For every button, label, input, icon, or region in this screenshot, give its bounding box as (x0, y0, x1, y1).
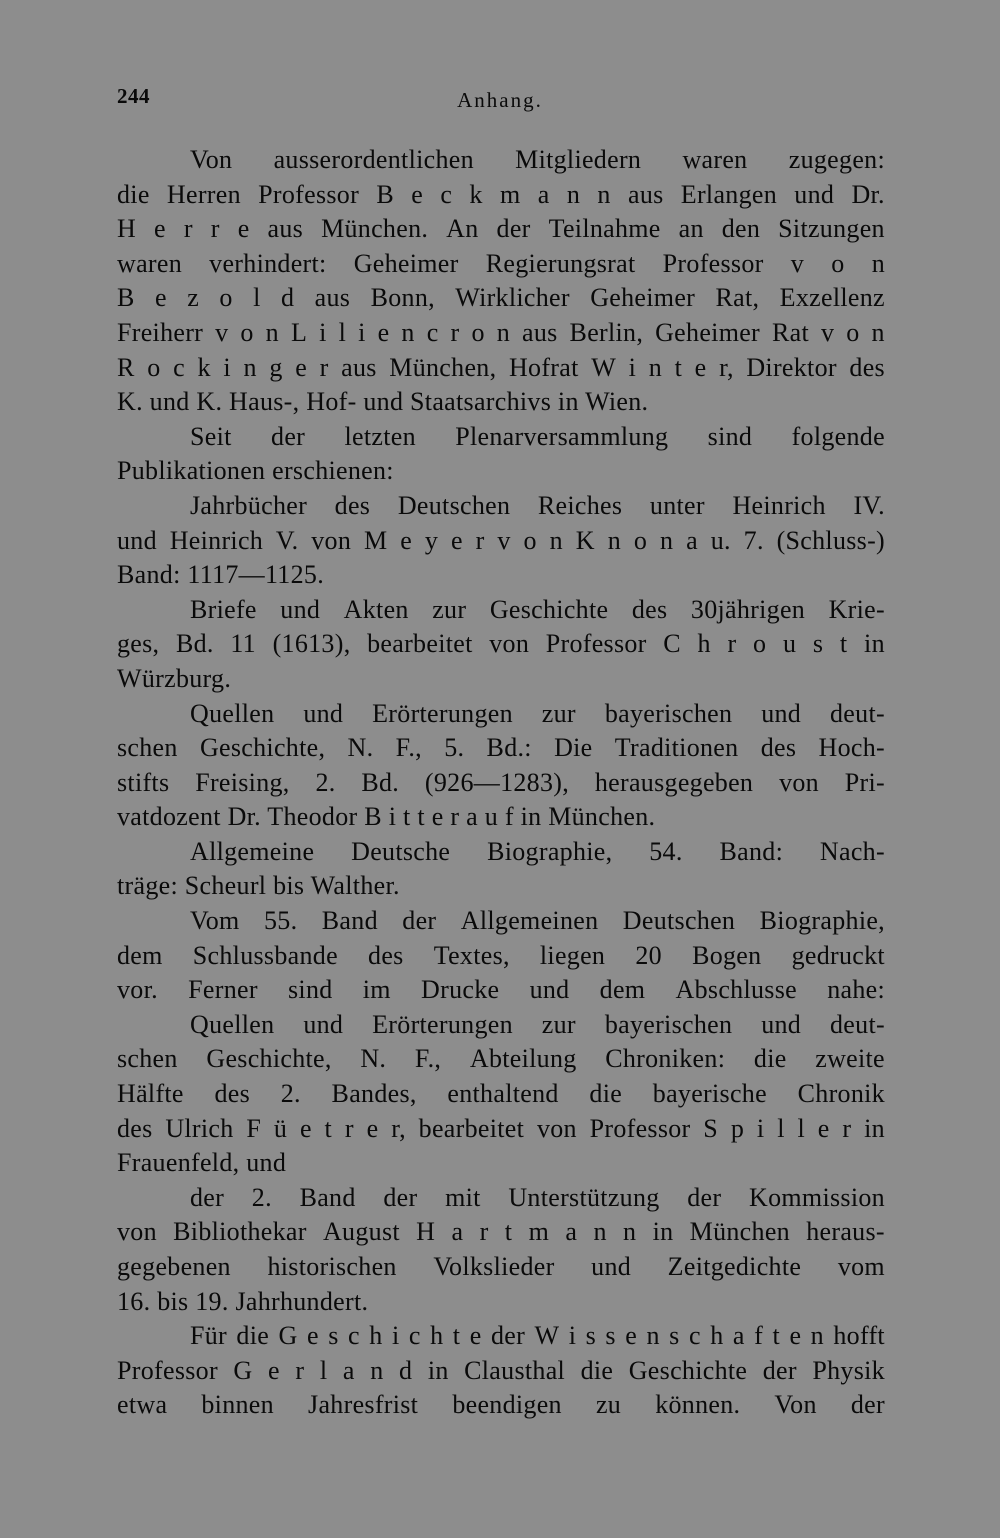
text-line: etwa binnen Jahresfrist beendigen zu können. Von der (117, 1390, 885, 1420)
body-text (117, 143, 885, 1423)
text-line: K. und K. Haus-, Hof- und Staatsarchivs in Wien. (117, 387, 649, 417)
text-line: ges, Bd. 11 (1613), bearbeitet von Professor C h r o u s t in (117, 629, 885, 659)
page-number: 244 (117, 84, 150, 108)
text-line: Für die G e s c h i c h t e der W i s s e n s c h a f t e n hofft (190, 1321, 885, 1351)
text-line: Vom 55. Band der Allgemeinen Deutschen Biographie, (190, 906, 885, 936)
text-line: Publikationen erschienen: (117, 456, 394, 486)
text-line: Jahrbücher des Deutschen Reiches unter Heinrich IV. (190, 490, 885, 520)
text-line: R o c k i n g e r aus München, Hofrat W i n t e r, Direktor des (117, 352, 885, 382)
text-line: schen Geschichte, N. F., 5. Bd.: Die Traditionen des Hoch- (117, 733, 885, 763)
text-line: Seit der letzten Plenarversammlung sind folgende (190, 421, 885, 451)
text-line: träge: Scheurl bis Walther. (117, 871, 400, 901)
text-line: Hälfte des 2. Bandes, enthaltend die bayerische Chronik (117, 1079, 885, 1109)
text-line: die Herren Professor B e c k m a n n aus Erlangen und Dr. (117, 179, 885, 209)
text-line: B e z o l d aus Bonn, Wirklicher Geheimer Rat, Exzellenz (117, 283, 885, 313)
text-line: Band: 1117—1125. (117, 560, 325, 590)
text-line: und Heinrich V. von M e y e r v o n K n o n a u. 7. (Schluss-) (117, 525, 885, 555)
text-line: Freiherr v o n L i l i e n c r o n aus Berlin, Geheimer Rat v o n (117, 317, 885, 347)
text-line: des Ulrich F ü e t r e r, bearbeitet von Professor S p i l l e r in (117, 1113, 885, 1143)
text-line: Von ausserordentlichen Mitgliedern waren zugegen: (190, 145, 885, 174)
text-line: stifts Freising, 2. Bd. (926—1283), herausgegeben von Pri- (117, 767, 885, 797)
text-line: Briefe und Akten zur Geschichte des 30jährigen Krie- (190, 594, 885, 624)
text-line: H e r r e aus München. An der Teilnahme an den Sitzungen (117, 214, 885, 244)
text-line: Allgemeine Deutsche Biographie, 54. Band: Nach- (190, 836, 885, 866)
text-line: Frauenfeld, und (117, 1148, 287, 1178)
text-line: waren verhindert: Geheimer Regierungsrat Professor v o n (117, 248, 885, 278)
text-line: vatdozent Dr. Theodor B i t t e r a u f in München. (117, 802, 656, 832)
text-line: Professor G e r l a n d in Clausthal die Geschichte der Physik (117, 1355, 885, 1385)
text-line: Quellen und Erörterungen zur bayerischen und deut- (190, 698, 885, 728)
text-line: gegebenen historischen Volkslieder und Zeitgedichte vom (117, 1252, 885, 1281)
text-line: der 2. Band der mit Unterstützung der Kommission (190, 1182, 885, 1212)
text-line: Quellen und Erörterungen zur bayerischen und deut- (190, 1009, 885, 1039)
text-line: schen Geschichte, N. F., Abteilung Chroniken: die zweite (117, 1044, 885, 1074)
text-line: dem Schlussbande des Textes, liegen 20 Bogen gedruckt (117, 940, 885, 970)
text-line: 16. bis 19. Jahrhundert. (117, 1286, 369, 1316)
text-line: Würzburg. (117, 663, 232, 693)
running-head: Anhang. (457, 88, 543, 112)
text-line: von Bibliothekar August H a r t m a n n in München heraus- (117, 1217, 885, 1247)
text-line: vor. Ferner sind im Drucke und dem Abschlusse nahe: (117, 975, 885, 1005)
